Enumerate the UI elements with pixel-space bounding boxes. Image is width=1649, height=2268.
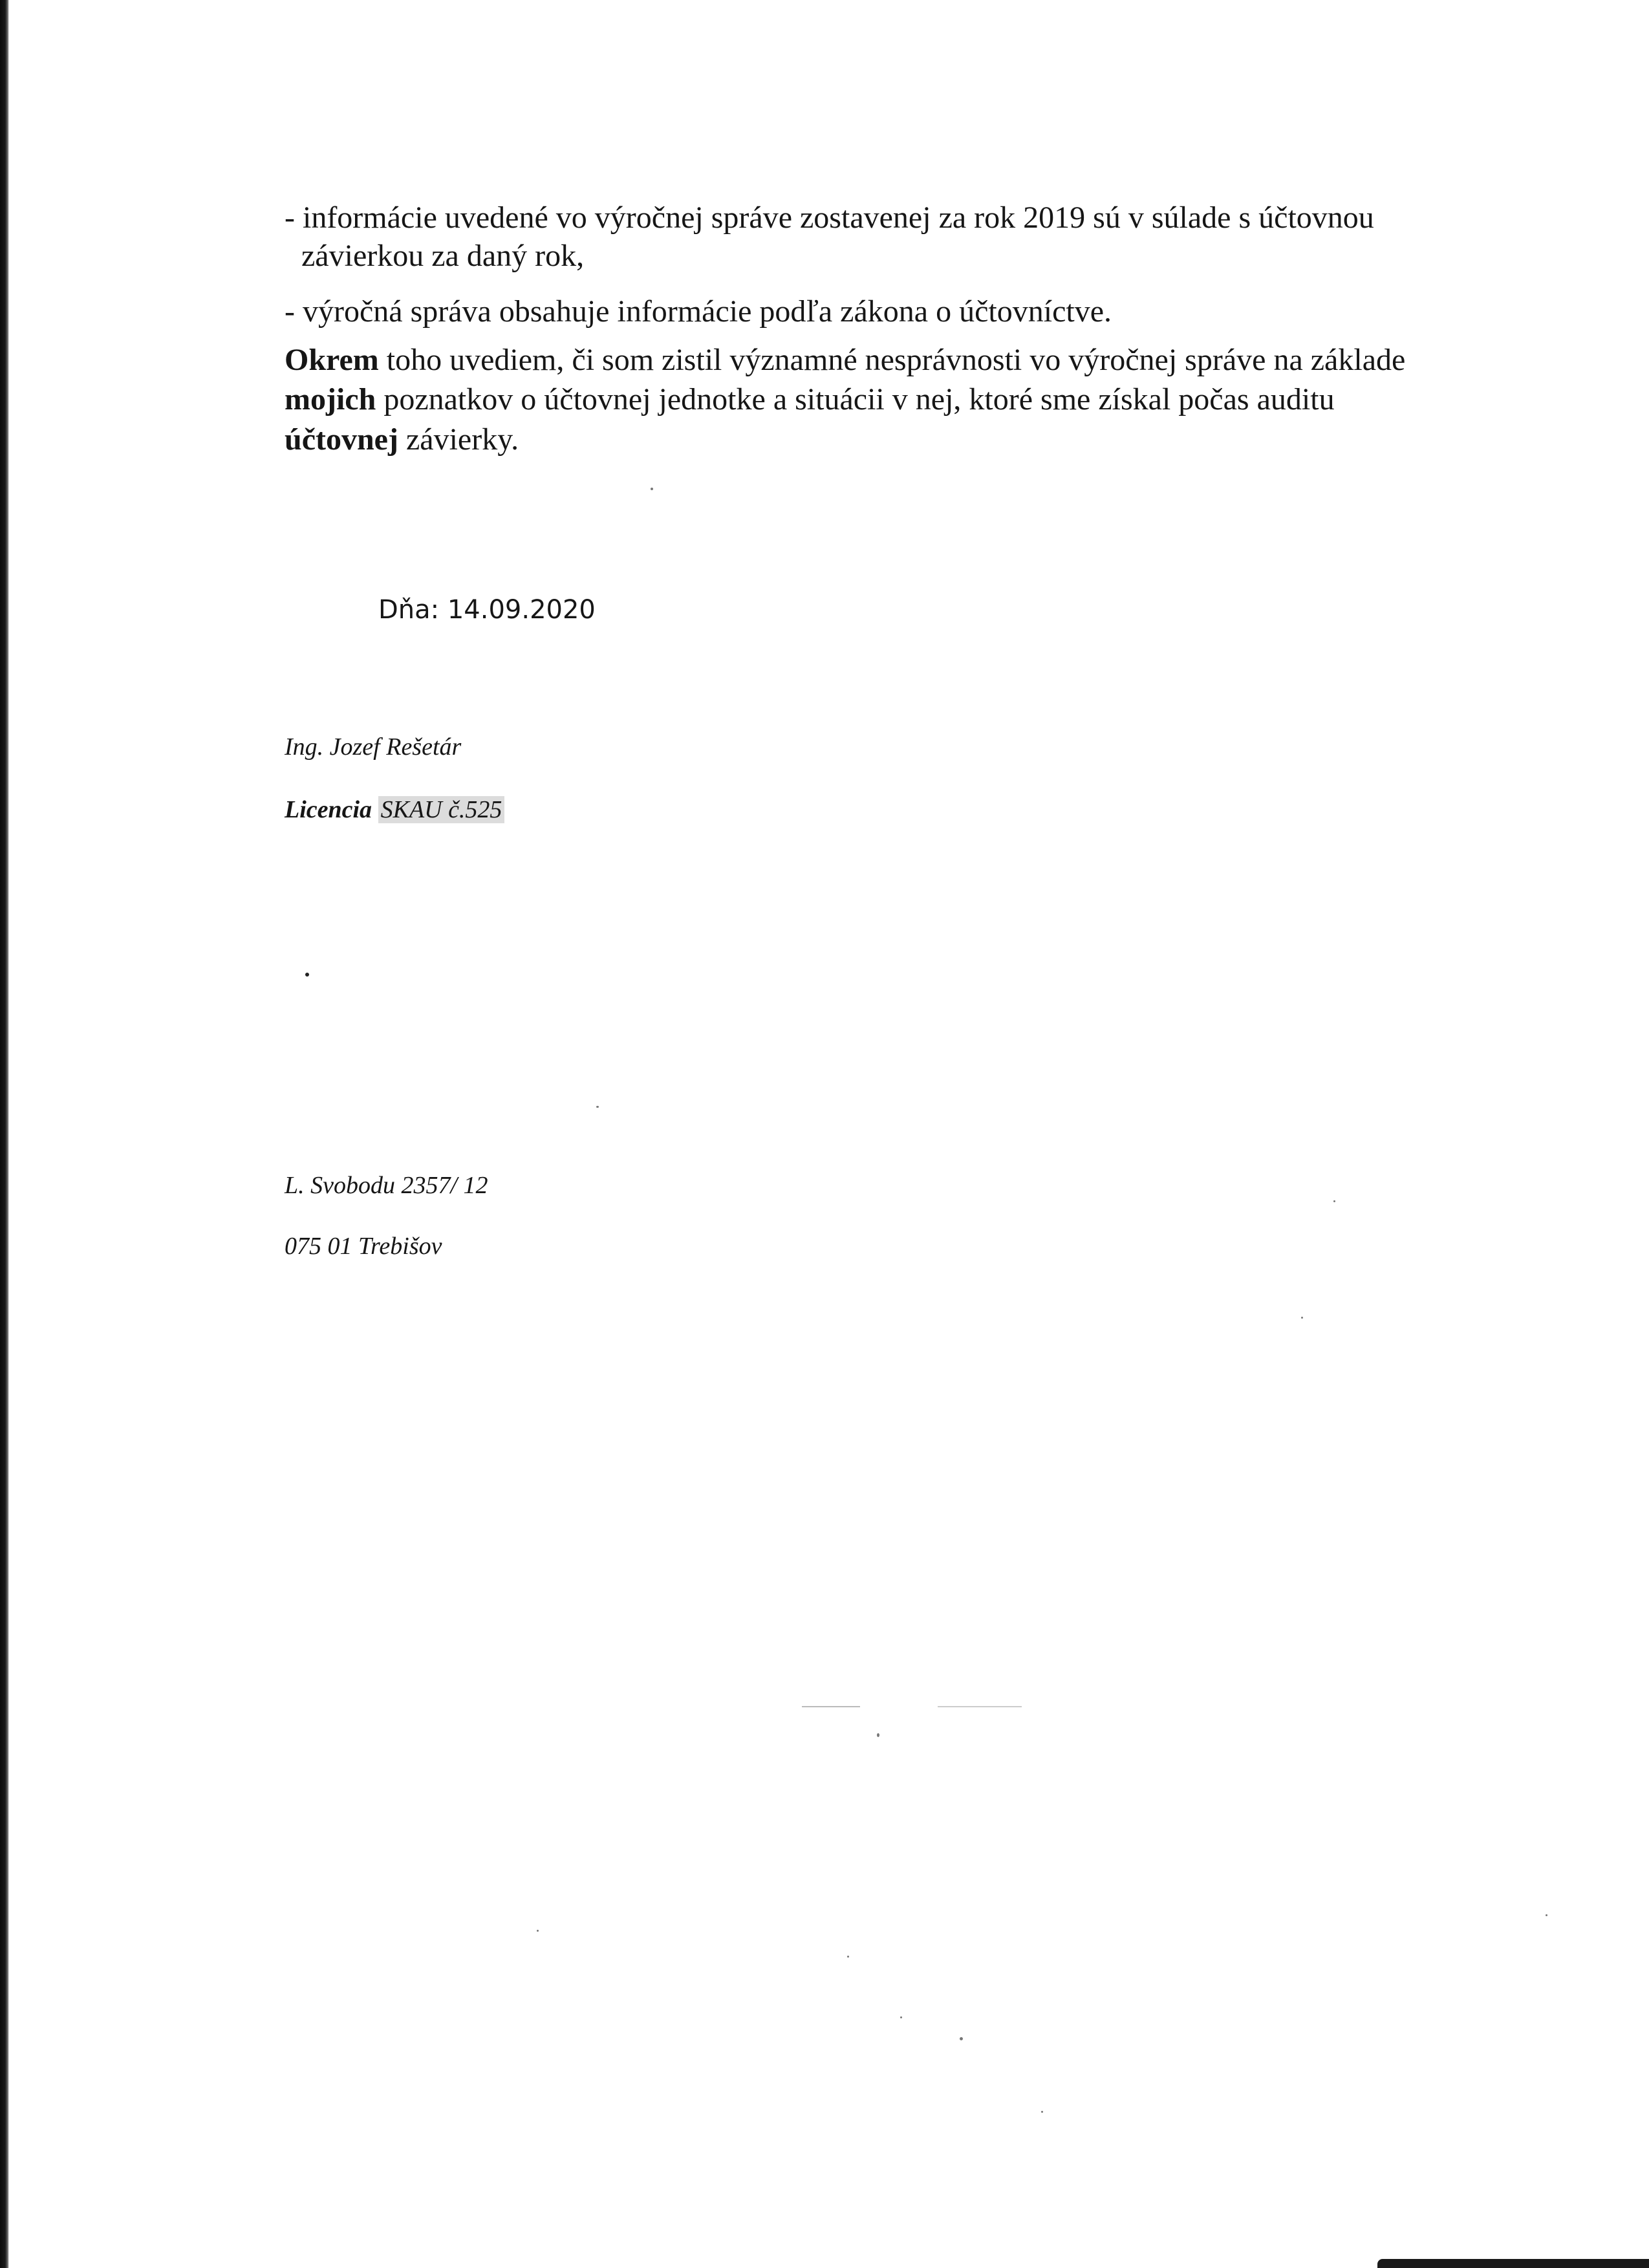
paragraph-line-1-rest: toho uvediem, či som zistil významné nesprávnosti vo výročnej správe na základe (378, 343, 1406, 377)
scan-speck (305, 973, 309, 977)
paragraph-line-3-lead: účtovnej (285, 422, 398, 457)
paragraph-line-2 (285, 380, 1335, 419)
scan-speck (651, 488, 653, 490)
address-city: 075 01 Trebišov (285, 1233, 442, 1260)
paragraph-line-3 (285, 420, 519, 459)
scan-speck (1546, 1914, 1547, 1916)
bullet-2-line-1: - výročná správa obsahuje informácie podľa zákona o účtovníctve. (285, 294, 1112, 329)
paragraph-line-1-lead: Okrem (285, 343, 379, 377)
scan-speck (877, 1733, 879, 1737)
scan-speck (1333, 1200, 1335, 1202)
paragraph-line-2-lead: mojich (285, 382, 376, 416)
scan-speck (537, 1930, 539, 1932)
scan-speck (1041, 2111, 1043, 2113)
bullet-1-line-2: závierkou za daný rok, (301, 239, 585, 273)
paragraph-line-2-rest: poznatkov o účtovnej jednotke a situácii v nej, ktoré sme získal počas auditu (376, 382, 1335, 416)
license-stamp: SKAU č.525 (378, 796, 505, 823)
address-street: L. Svobodu 2357/ 12 (285, 1172, 488, 1199)
signatory-name: Ing. Jozef Rešetár (285, 733, 462, 761)
license-prefix: Licencia (285, 796, 378, 823)
scan-speck (960, 2037, 963, 2040)
paragraph-line-1 (285, 341, 1405, 380)
scan-dust-line (802, 1706, 860, 1707)
scan-dust-line (938, 1706, 1022, 1707)
scan-edge (0, 0, 9, 2268)
license-line (285, 794, 504, 826)
scan-edge-bottom (1377, 2259, 1649, 2268)
date-line: Dňa: 14.09.2020 (378, 595, 596, 625)
scan-speck (900, 2016, 902, 2018)
scan-speck (596, 1106, 599, 1108)
scan-speck (847, 1956, 849, 1958)
scan-speck (1301, 1317, 1303, 1319)
bullet-1-line-1: - informácie uvedené vo výročnej správe zostavenej za rok 2019 sú v súlade s účtovnou (285, 200, 1374, 235)
paragraph-line-3-rest: závierky. (398, 422, 519, 457)
